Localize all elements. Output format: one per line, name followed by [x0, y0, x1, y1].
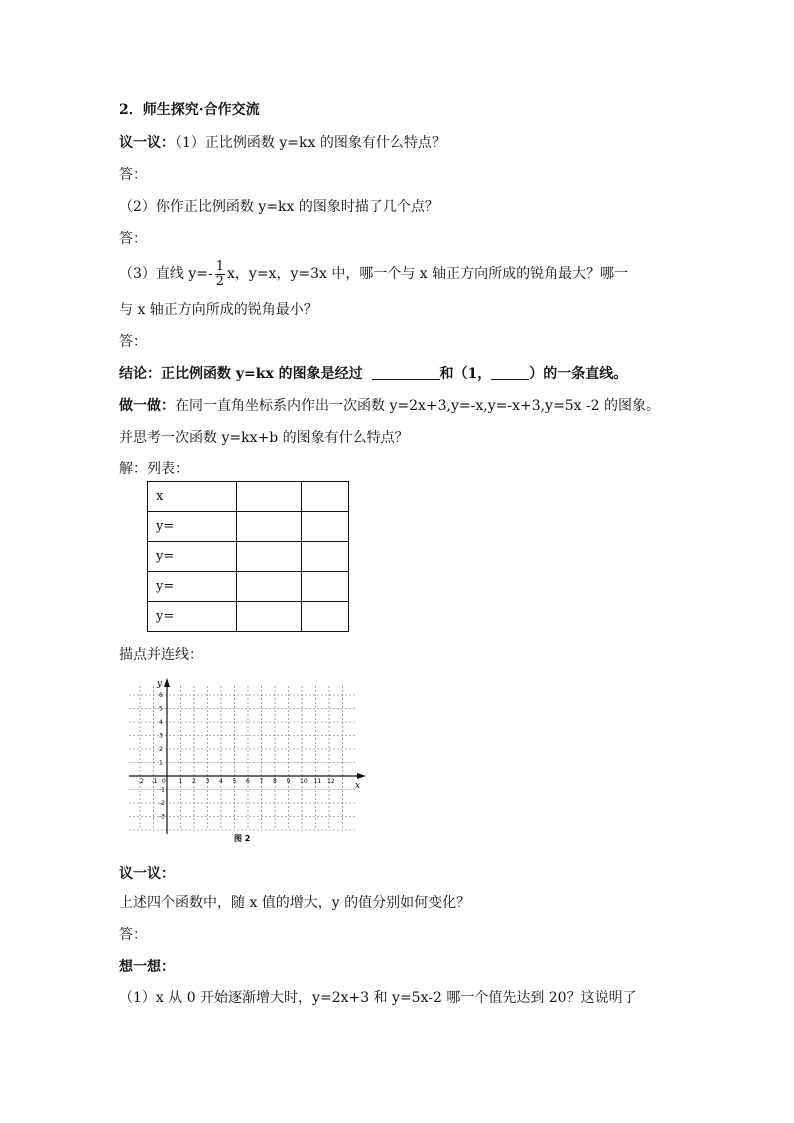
table-row — [148, 482, 349, 512]
one-half-fraction — [215, 260, 225, 289]
discuss2-question: 上述四个函数中，随 x 值的增大，y 的值分别如何变化？ — [119, 895, 471, 911]
conclusion-text-c: ）的一条直线。 — [529, 366, 628, 382]
discuss1-answer2: 答： — [119, 231, 147, 247]
y-axis-arrow — [164, 678, 170, 687]
y-tick-label: 3 — [159, 732, 163, 740]
y-tick-label: -2 — [159, 800, 165, 807]
discuss1-q3-prefix: （3）直线 y=- — [119, 266, 213, 282]
discuss1-q1-line — [119, 133, 446, 153]
x-tick-label: 7 — [259, 778, 264, 785]
solution-label: 解：列表： — [119, 461, 189, 477]
table-cell[interactable] — [302, 602, 349, 632]
think-q1: （1）x 从 0 开始逐渐增大时，y=2x+3 和 y=5x-2 哪一个值先达到 20？这说明了 — [119, 990, 637, 1006]
x-tick-label: -2 — [138, 778, 144, 785]
table-cell[interactable] — [237, 602, 302, 632]
try-it-line — [119, 396, 660, 416]
table-cell[interactable] — [302, 572, 349, 602]
table-row-header: y= — [148, 572, 237, 602]
y-tick-label: 5 — [159, 705, 163, 713]
x-tick-label: 9 — [286, 778, 291, 785]
value-table — [147, 481, 349, 632]
figure-caption: 图 2 — [234, 834, 251, 843]
x-tick-label: 2 — [192, 778, 196, 785]
table-row — [148, 542, 349, 572]
x-tick-label: 5 — [232, 778, 237, 785]
x-tick-label: 8 — [273, 778, 277, 785]
section-number: 2． — [119, 102, 143, 118]
x-tick-label: 3 — [205, 778, 210, 785]
section-title: 师生探究·合作交流 — [142, 102, 260, 118]
y-tick-label: 2 — [159, 746, 163, 753]
section-heading — [119, 100, 260, 120]
discuss1-label: 议一议： — [119, 135, 175, 151]
y-tick-label: 6 — [159, 692, 163, 699]
discuss1-q3-suffix: x，y=x，y=3x 中，哪一个与 x 轴正方向所成的锐角最大？哪一 — [227, 266, 629, 282]
discuss2-answer: 答： — [119, 927, 147, 943]
x-tick-label: 1 — [178, 778, 183, 785]
discuss1-q3-line2: 与 x 轴正方向所成的锐角最小？ — [119, 302, 318, 318]
conclusion-text-a: 正比例函数 y=kx 的图象是经过 — [161, 366, 363, 382]
table-cell[interactable] — [302, 482, 349, 512]
table-row-header: y= — [148, 512, 237, 542]
discuss1-q2: （2）你作正比例函数 y=kx 的图象时描了几个点？ — [119, 199, 439, 215]
coordinate-grid-figure — [119, 674, 369, 846]
discuss1-q3-line — [119, 259, 628, 289]
discuss1-answer1: 答： — [119, 167, 147, 183]
grid-lines — [129, 686, 355, 830]
table-cell[interactable] — [302, 542, 349, 572]
fraction-numerator: 1 — [215, 258, 225, 274]
x-tick-label: -1 — [151, 778, 158, 785]
table-cell[interactable] — [237, 512, 302, 542]
fraction-denominator: 2 — [215, 273, 225, 289]
x-tick-label: 6 — [246, 778, 250, 785]
table-row — [148, 572, 349, 602]
conclusion-line — [119, 364, 627, 384]
discuss1-q1: （1）正比例函数 y=kx 的图象有什么特点？ — [175, 135, 446, 151]
table-cell[interactable] — [237, 572, 302, 602]
x-axis-label: x — [355, 781, 361, 791]
table-row — [148, 602, 349, 632]
think-label: 想一想： — [119, 959, 175, 975]
x-tick-label: 12 — [327, 778, 335, 785]
conclusion-label: 结论： — [119, 366, 161, 382]
origin-label: 0 — [162, 778, 166, 785]
x-axis-arrow — [357, 773, 366, 779]
blank-point-2[interactable] — [491, 365, 529, 380]
x-tick-label: 10 — [300, 778, 308, 785]
try-it-line2: 并思考一次函数 y=kx+b 的图象有什么特点？ — [119, 430, 409, 446]
table-cell[interactable] — [237, 542, 302, 572]
table-cell[interactable] — [237, 482, 302, 512]
x-tick-label: 11 — [313, 778, 322, 785]
try-it-text: 在同一直角坐标系内作出一次函数 y=2x+3,y=-x,y=-x+3,y=5x -2 的图象。 — [175, 398, 661, 414]
try-it-label: 做一做： — [119, 398, 175, 414]
y-axis-label: y — [157, 679, 163, 689]
table-row-header: x — [148, 482, 237, 512]
discuss1-answer3: 答： — [119, 334, 147, 350]
table-row-header: y= — [148, 602, 237, 632]
y-tick-label: -1 — [159, 786, 165, 794]
blank-point-1[interactable] — [372, 365, 440, 380]
plot-label: 描点并连线： — [119, 647, 203, 663]
y-tick-label: 1 — [159, 759, 163, 767]
table-row — [148, 512, 349, 542]
table-cell[interactable] — [302, 512, 349, 542]
table-row-header: y= — [148, 542, 237, 572]
x-tick-label: 4 — [219, 778, 223, 785]
y-tick-label: 4 — [159, 719, 163, 726]
y-tick-label: -3 — [159, 813, 165, 821]
conclusion-text-b: 和（1， — [439, 366, 492, 382]
discuss2-label: 议一议： — [119, 866, 175, 882]
